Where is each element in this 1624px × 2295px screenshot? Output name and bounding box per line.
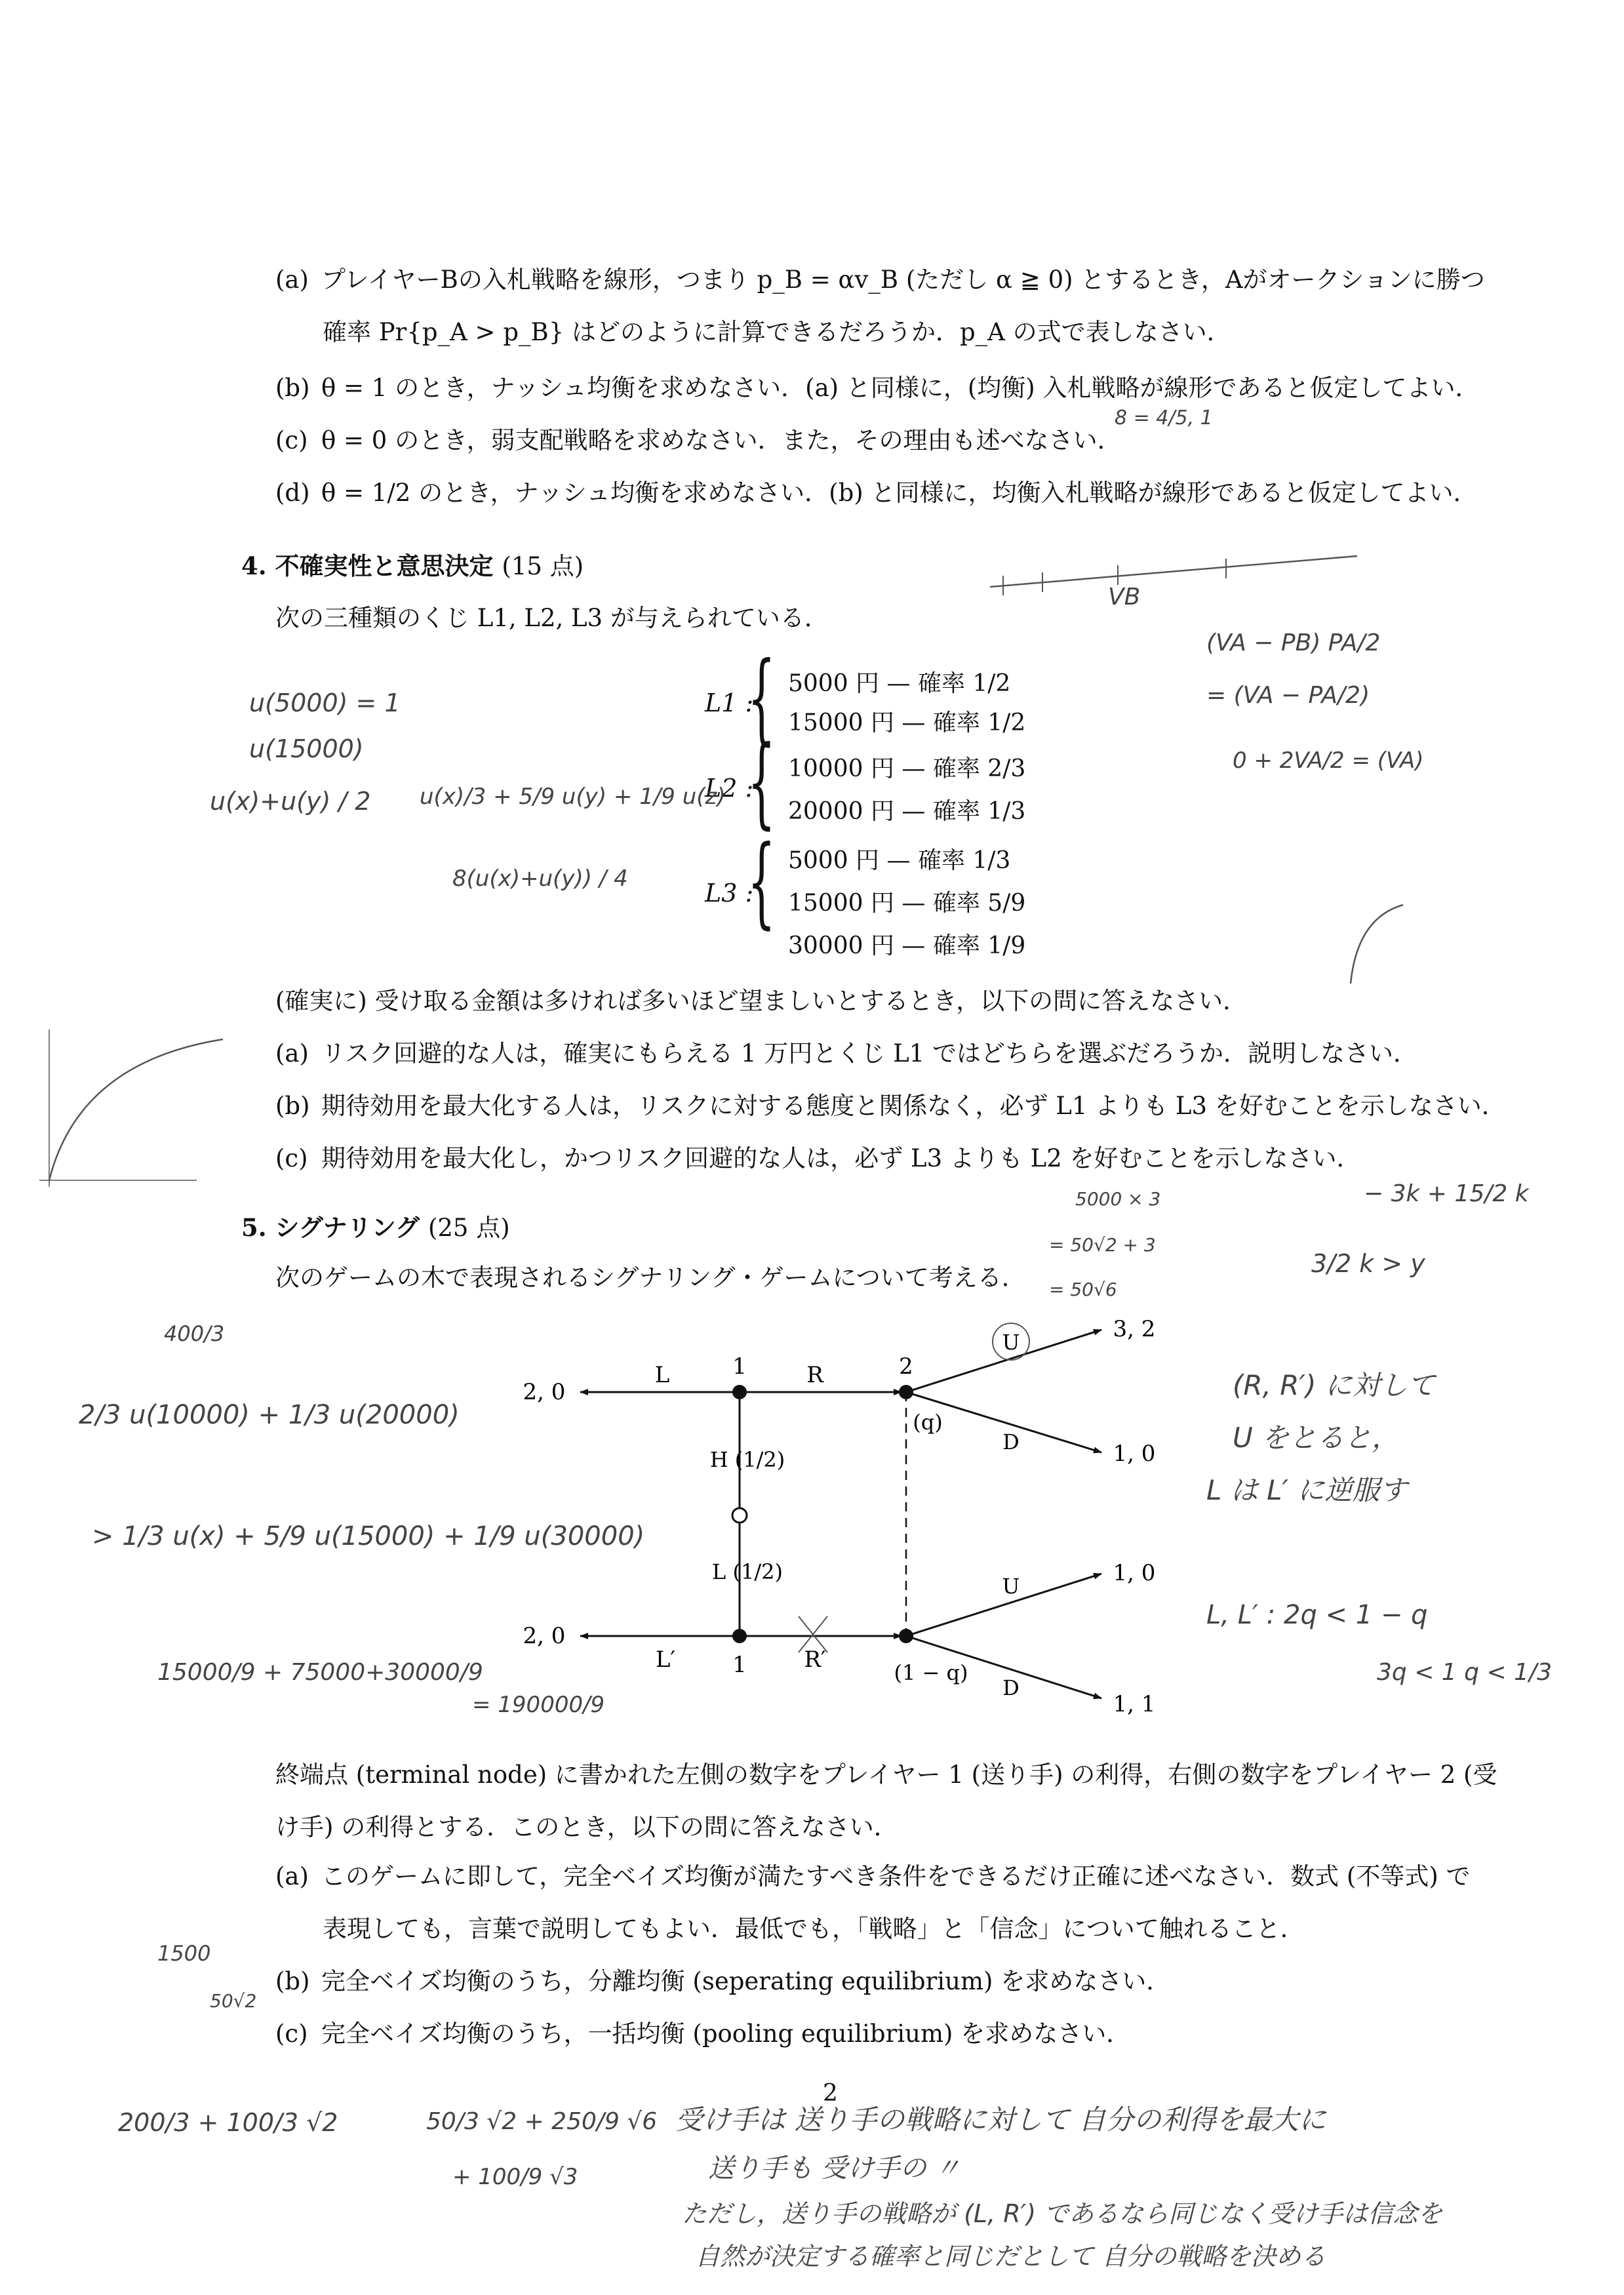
sec5-item-b: (b) 完全ベイズ均衡のうち，分離均衡 (seperating equilibrium) を求めなさい． bbox=[275, 1967, 1171, 1995]
handwriting-note: 15000/9 + 75000+30000/9 bbox=[157, 1659, 483, 1686]
handwriting-note: 受け手は 送り手の戦略に対して 自分の利得を最大に bbox=[675, 2104, 1326, 2136]
sec5-item-a: (a) このゲームに即して，完全ベイズ均衡が満たすべき条件をできるだけ正確に述べなさい．数式 (不等式) で bbox=[275, 1862, 1471, 1890]
handwriting-note: 送り手も 受け手の 〃 bbox=[708, 2153, 961, 2184]
handwriting-note: VB bbox=[1108, 584, 1141, 610]
handwriting-note: 400/3 bbox=[164, 1321, 225, 1346]
handwriting-note: > 1/3 u(x) + 5/9 u(15000) + 1/9 u(30000) bbox=[92, 1521, 645, 1551]
receiver-node-bottom bbox=[899, 1629, 913, 1643]
handwriting-note: L は L′ に逆服す bbox=[1206, 1474, 1408, 1506]
sender-node-bottom bbox=[732, 1629, 747, 1643]
handwriting-note: = 50√6 bbox=[1049, 1279, 1117, 1300]
brace-l1: { bbox=[747, 641, 776, 755]
handwriting-note: L, L′ : 2q < 1 − q bbox=[1206, 1600, 1428, 1630]
section5-desc-line1: 終端点 (terminal node) に書かれた左側の数字をプレイヤー 1 (送り手) の利得，右側の数字をプレイヤー 2 (受 bbox=[275, 1761, 1497, 1789]
handwriting-note: = 50√2 + 3 bbox=[1049, 1234, 1156, 1256]
pencil-curve-right bbox=[1351, 905, 1403, 984]
handwriting-note: = 190000/9 bbox=[472, 1692, 605, 1718]
handwriting-note: + 100/9 √3 bbox=[452, 2164, 578, 2190]
handwriting-note: 自然が決定する確率と同じだとして 自分の戦略を決める bbox=[695, 2242, 1326, 2271]
label-U-bottom: U bbox=[1002, 1574, 1020, 1599]
label-1-minus-q: (1 − q) bbox=[894, 1660, 968, 1685]
handwriting-note: 3q < 1 q < 1/3 bbox=[1377, 1659, 1552, 1686]
payoff-bottom-left: 2, 0 bbox=[523, 1623, 566, 1649]
page-number: 2 bbox=[823, 2080, 838, 2107]
nature-node bbox=[732, 1508, 747, 1523]
sec3-item-d: (d) θ = 1/2 のとき，ナッシュ均衡を求めなさい．(b) と同様に，均衡入札戦略が線形であると仮定してよい． bbox=[275, 479, 1478, 507]
payoff-DL: 1, 1 bbox=[1113, 1691, 1156, 1717]
label-sender-top: 1 bbox=[732, 1353, 747, 1380]
payoff-DH: 1, 0 bbox=[1113, 1441, 1156, 1467]
section4-intro: 次の三種類のくじ L1, L2, L3 が与えられている． bbox=[275, 604, 829, 632]
payoff-UH: 3, 2 bbox=[1113, 1316, 1156, 1342]
handwriting-note: 1500 bbox=[157, 1941, 211, 1966]
payoff-UL: 1, 0 bbox=[1113, 1560, 1156, 1586]
section5-intro: 次のゲームの木で表現されるシグナリング・ゲームについて考える． bbox=[275, 1264, 1026, 1292]
handwriting-note: 8(u(x)+u(y)) / 4 bbox=[452, 866, 628, 892]
sec4-item-a: (a) リスク回避的な人は，確実にもらえる 1 万円とくじ L1 ではどちらを選ぶだろうか．説明しなさい． bbox=[275, 1039, 1417, 1068]
label-H: H (1/2) bbox=[709, 1447, 785, 1472]
handwriting-note: 8 = 4/5, 1 bbox=[1115, 407, 1213, 429]
handwriting-note: u(5000) = 1 bbox=[249, 688, 401, 717]
sec5-item-c: (c) 完全ベイズ均衡のうち，一括均衡 (pooling equilibrium) を求めなさい． bbox=[275, 2020, 1131, 2048]
label-U-top: U bbox=[1002, 1330, 1020, 1355]
section5-heading: 5. シグナリング (25 点) bbox=[241, 1213, 510, 1242]
section4-heading: 4. 不確実性と意思決定 (15 点) bbox=[241, 551, 584, 580]
handwriting-note: 5000 × 3 bbox=[1075, 1188, 1161, 1210]
pencil-number-line bbox=[990, 556, 1357, 587]
brace-l3: { bbox=[747, 825, 776, 939]
handwriting-note: 2/3 u(10000) + 1/3 u(20000) bbox=[79, 1400, 460, 1430]
label-sender-bottom: 1 bbox=[732, 1652, 747, 1678]
sec5-item-a-line2: 表現しても，言葉で説明してもよい．最低でも，「戦略」と「信念」について触れること． bbox=[323, 1915, 1305, 1943]
pencil-utility-curve bbox=[49, 1039, 223, 1180]
sec3-item-b: (b) θ = 1 のとき，ナッシュ均衡を求めなさい．(a) と同様に，(均衡) 入札戦略が線形であると仮定してよい． bbox=[275, 374, 1480, 402]
handwriting-note: ただし，送り手の戦略が (L, R′) であるなら同じなく受け手は信念を bbox=[682, 2199, 1443, 2228]
handwriting-note: 50/3 √2 + 250/9 √6 bbox=[426, 2108, 658, 2135]
handwriting-note: (VA − PB) PA/2 bbox=[1206, 629, 1381, 656]
label-D-top: D bbox=[1002, 1429, 1020, 1454]
label-R: R bbox=[806, 1362, 823, 1388]
payoff-top-left: 2, 0 bbox=[523, 1379, 566, 1405]
handwriting-note: u(x)+u(y) / 2 bbox=[210, 787, 371, 816]
brace-l2: { bbox=[747, 725, 776, 839]
label-receiver: 2 bbox=[899, 1353, 913, 1380]
sec3-item-c: (c) θ = 0 のとき，弱支配戦略を求めなさい．また，その理由も述べなさい． bbox=[275, 426, 1122, 454]
handwriting-note: 3/2 k > y bbox=[1311, 1249, 1425, 1278]
handwriting-note: = (VA − PA/2) bbox=[1206, 682, 1370, 709]
section4-preamble: (確実に) 受け取る金額は多ければ多いほど望ましいとするとき，以下の問に答えなさい． bbox=[275, 987, 1248, 1015]
handwriting-note: 0 + 2VA/2 = (VA) bbox=[1233, 748, 1424, 774]
handwriting-note: − 3k + 15/2 k bbox=[1364, 1180, 1529, 1207]
label-R-prime: R′ bbox=[804, 1646, 826, 1673]
handwriting-note: (R, R′) に対して bbox=[1233, 1369, 1435, 1401]
label-L-nature: L (1/2) bbox=[712, 1559, 783, 1584]
handwriting-note: 200/3 + 100/3 √2 bbox=[118, 2108, 338, 2137]
handwriting-note: u(15000) bbox=[249, 734, 364, 763]
label-q: (q) bbox=[913, 1410, 943, 1435]
sec3-item-a-line2: 確率 Pr{p_A > p_B} はどのように計算できるだろうか．p_A の式で表しなさい． bbox=[323, 318, 1231, 346]
receiver-node-top bbox=[899, 1385, 913, 1399]
sec4-item-b: (b) 期待効用を最大化する人は，リスクに対する態度と関係なく，必ず L1 よりも L3 を好むことを示しなさい． bbox=[275, 1092, 1506, 1120]
handwriting-note: 50√2 bbox=[210, 1990, 257, 2012]
sec4-item-c: (c) 期待効用を最大化し，かつリスク回避的な人は，必ず L3 よりも L2 を好むことを示しなさい． bbox=[275, 1144, 1361, 1172]
label-L-prime: L′ bbox=[655, 1646, 676, 1673]
label-D-bottom: D bbox=[1002, 1675, 1020, 1700]
handwriting-note: U をとると， bbox=[1233, 1422, 1400, 1454]
handwriting-note: u(x)/3 + 5/9 u(y) + 1/9 u(z) bbox=[420, 784, 726, 810]
sender-node-top bbox=[732, 1385, 747, 1399]
sec3-item-a: (a) プレイヤーBの入札戦略を線形，つまり p_B = αv_B (ただし α ≧ 0) とするとき，Aがオークションに勝つ bbox=[275, 266, 1485, 294]
section5-desc-line2: け手) の利得とする．このとき，以下の問に答えなさい． bbox=[275, 1813, 898, 1841]
label-L: L bbox=[654, 1362, 670, 1388]
